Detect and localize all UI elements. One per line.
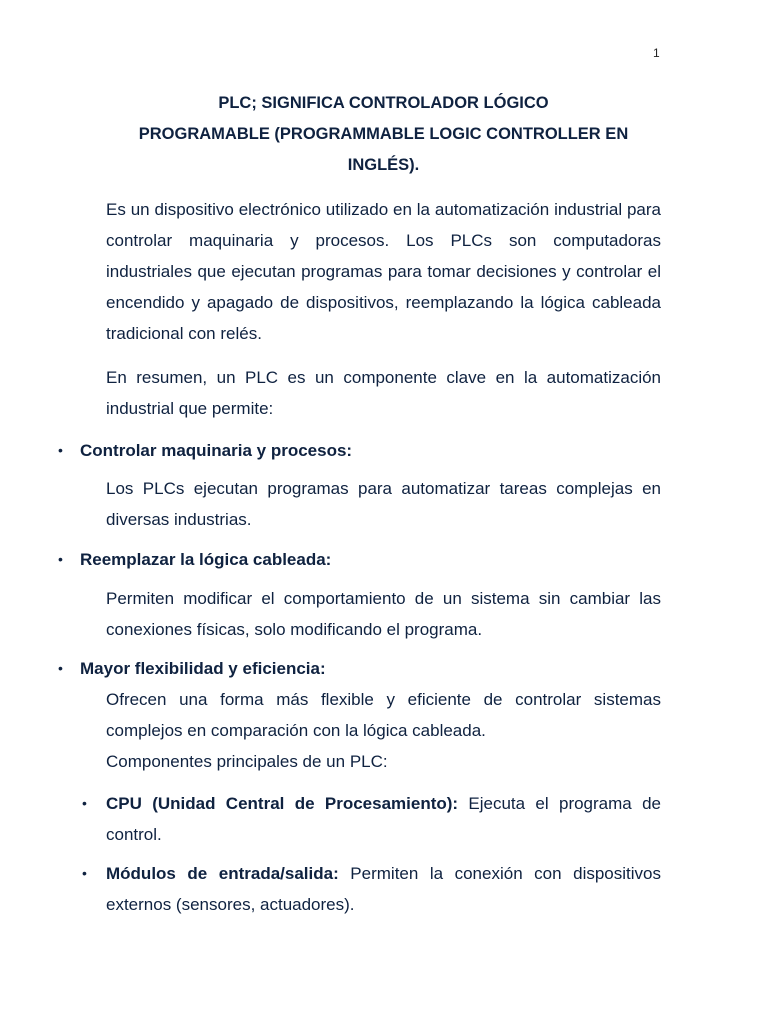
title-line-1: PLC; SIGNIFICA CONTROLADOR LÓGICO bbox=[218, 94, 549, 112]
page-number: 1 bbox=[653, 46, 660, 60]
component-description: Ejecuta el programa de control. bbox=[106, 794, 661, 844]
bullet-dot: • bbox=[58, 442, 63, 458]
component-description: Permiten la conexión con dispositivos externos (sensores, actuadores). bbox=[106, 864, 661, 914]
component-body bbox=[106, 858, 661, 920]
component-item bbox=[82, 788, 661, 850]
bullet-heading: Mayor flexibilidad y eficiencia: bbox=[80, 659, 326, 678]
bullet-description: Ofrecen una forma más flexible y eficiente de controlar sistemas complejos en comparación con la lógica cableada. bbox=[106, 690, 661, 740]
bullet-dot: • bbox=[82, 865, 87, 881]
bullet-dot: • bbox=[82, 795, 87, 811]
bullet-dot: • bbox=[58, 551, 63, 567]
title-line-3: INGLÉS). bbox=[347, 156, 420, 174]
intro-paragraph: Es un dispositivo electrónico utilizado en la automatización industrial para controlar maquinaria y procesos. Los PLCs son computadoras industriales que ejecutan programas para tomar decisiones y controlar el encendido y apagado de dispositivos, reemplazando la lógica cableada tradicional con relés. bbox=[106, 200, 661, 343]
component-term: CPU (Unidad Central de Procesamiento): bbox=[106, 794, 459, 813]
component-body bbox=[106, 788, 661, 850]
summary-paragraph: En resumen, un PLC es un componente clave en la automatización industrial que permite: bbox=[106, 368, 661, 418]
components-heading: Componentes principales de un PLC: bbox=[106, 752, 388, 771]
bullet-heading: Controlar maquinaria y procesos: bbox=[80, 441, 353, 460]
document-title bbox=[106, 88, 661, 181]
component-term: Módulos de entrada/salida: bbox=[106, 864, 339, 883]
component-item bbox=[82, 858, 661, 920]
bullet-description: Los PLCs ejecutan programas para automatizar tareas complejas en diversas industrias. bbox=[106, 479, 661, 529]
title-line-2: PROGRAMABLE (PROGRAMMABLE LOGIC CONTROLLER EN bbox=[138, 125, 629, 143]
bullet-dot: • bbox=[58, 660, 63, 676]
bullet-heading: Reemplazar la lógica cableada: bbox=[80, 550, 332, 569]
bullet-description: Permiten modificar el comportamiento de un sistema sin cambiar las conexiones físicas, solo modificando el programa. bbox=[106, 589, 661, 639]
